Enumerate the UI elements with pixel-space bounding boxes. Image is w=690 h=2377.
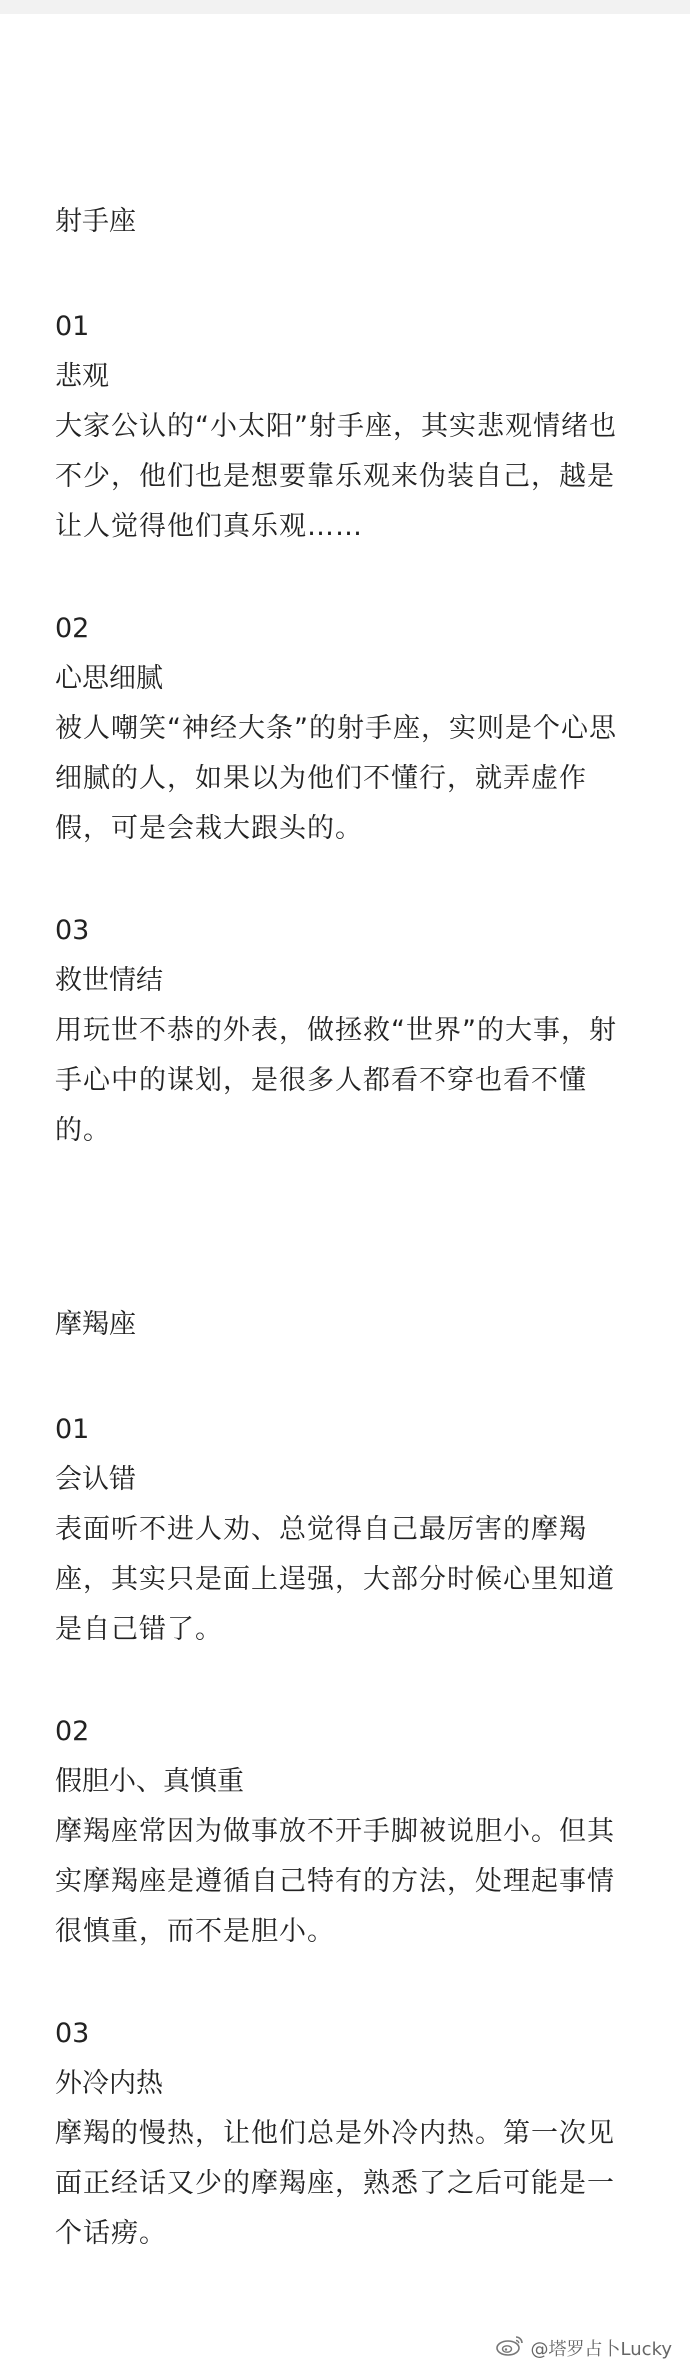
trait-heading: 救世情结 bbox=[55, 965, 163, 996]
section-capricorn bbox=[55, 1300, 645, 2259]
trait-text bbox=[55, 402, 645, 552]
trait-text bbox=[55, 2109, 645, 2259]
watermark bbox=[495, 2334, 672, 2361]
trait-entry bbox=[55, 2009, 645, 2259]
text-line: 不少，他们也是想要靠乐观来伪装自己，越是 bbox=[55, 461, 615, 492]
text-line: 被人嘲笑“神经大条”的射手座，实则是个心思 bbox=[55, 713, 617, 744]
text-line: 摩羯座常因为做事放不开手脚被说胆小。但其 bbox=[55, 1816, 615, 1847]
text-line: 表面听不进人劝、总觉得自己最厉害的摩羯 bbox=[55, 1514, 587, 1545]
text-line: 实摩羯座是遵循自己特有的方法，处理起事情 bbox=[55, 1866, 615, 1897]
trait-text bbox=[55, 1505, 645, 1655]
top-strip bbox=[0, 0, 690, 14]
trait-heading: 外冷内热 bbox=[55, 2068, 163, 2099]
section-spacer bbox=[55, 1208, 645, 1278]
trait-heading: 会认错 bbox=[55, 1464, 136, 1495]
trait-number: 01 bbox=[55, 1414, 90, 1445]
trait-number: 02 bbox=[55, 1716, 90, 1747]
text-line: 是自己错了。 bbox=[55, 1614, 223, 1645]
trait-heading: 悲观 bbox=[55, 361, 109, 392]
trait-number: 02 bbox=[55, 613, 90, 644]
trait-number: 01 bbox=[55, 311, 90, 342]
text-line: 个话痨。 bbox=[55, 2218, 167, 2249]
text-line: 细腻的人，如果以为他们不懂行，就弄虚作 bbox=[55, 763, 587, 794]
trait-number: 03 bbox=[55, 2018, 90, 2049]
trait-heading: 假胆小、真慎重 bbox=[55, 1766, 244, 1797]
trait-heading: 心思细腻 bbox=[55, 663, 163, 694]
text-line: 假，可是会栽大跟头的。 bbox=[55, 813, 363, 844]
trait-text bbox=[55, 1807, 645, 1957]
trait-number: 03 bbox=[55, 915, 90, 946]
trait-entry bbox=[55, 302, 645, 552]
trait-text bbox=[55, 1006, 645, 1156]
text-line: 的。 bbox=[55, 1115, 111, 1146]
text-line: 用玩世不恭的外表，做拯救“世界”的大事，射 bbox=[55, 1015, 617, 1046]
section-sagittarius bbox=[55, 197, 645, 1156]
trait-entry bbox=[55, 1707, 645, 1957]
text-line: 大家公认的“小太阳”射手座，其实悲观情绪也 bbox=[55, 411, 617, 442]
trait-entry bbox=[55, 906, 645, 1156]
text-line: 面正经话又少的摩羯座，熟悉了之后可能是一 bbox=[55, 2168, 615, 2199]
article-content bbox=[55, 175, 645, 2311]
text-line: 座，其实只是面上逞强，大部分时候心里知道 bbox=[55, 1564, 615, 1595]
text-line: 很慎重，而不是胆小。 bbox=[55, 1916, 335, 1947]
sign-title: 射手座 bbox=[55, 206, 136, 237]
watermark-text: @塔罗占卜Lucky bbox=[530, 2338, 672, 2360]
text-line: 让人觉得他们真乐观…… bbox=[55, 511, 363, 542]
trait-entry bbox=[55, 604, 645, 854]
text-line: 手心中的谋划，是很多人都看不穿也看不懂 bbox=[55, 1065, 587, 1096]
sign-title: 摩羯座 bbox=[55, 1309, 136, 1340]
trait-entry bbox=[55, 1405, 645, 1655]
weibo-icon bbox=[495, 2334, 525, 2361]
text-line: 摩羯的慢热，让他们总是外冷内热。第一次见 bbox=[55, 2118, 615, 2149]
trait-text bbox=[55, 704, 645, 854]
